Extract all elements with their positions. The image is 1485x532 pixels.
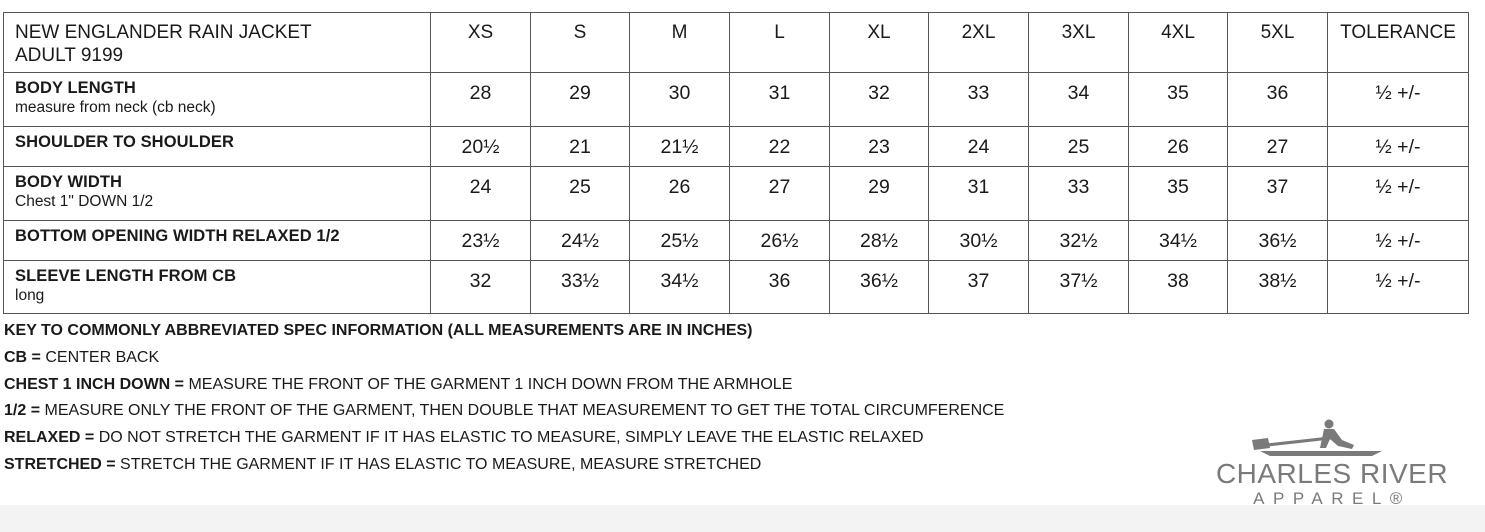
measurement-cell: 22	[730, 127, 830, 167]
measurement-cell: 24	[431, 167, 531, 221]
measurement-cell: 37	[929, 261, 1029, 314]
tolerance-header: TOLERANCE	[1328, 13, 1469, 73]
measurement-cell: 26	[630, 167, 730, 221]
key-item	[4, 345, 1004, 372]
measurement-cell: 34	[1029, 73, 1129, 127]
size-header: XL	[830, 13, 929, 73]
measurement-cell: 23½	[431, 221, 531, 261]
measurement-cell: 31	[730, 73, 830, 127]
key-term: STRETCHED =	[4, 455, 116, 473]
measurement-cell: 21	[531, 127, 630, 167]
abbreviation-key	[4, 318, 1004, 479]
measurement-label-cell	[4, 261, 431, 314]
measurement-cell: 29	[531, 73, 630, 127]
key-definition: MEASURE ONLY THE FRONT OF THE GARMENT, THEN DOUBLE THAT MEASUREMENT TO GET THE TOTAL CIRCUMFERENCE	[44, 402, 1005, 420]
measurement-cell: 25	[1029, 127, 1129, 167]
tolerance-cell: ½ +/-	[1328, 127, 1469, 167]
measurement-name: SHOULDER TO SHOULDER	[15, 133, 234, 151]
table-header-row	[4, 13, 1469, 73]
measurement-cell: 34½	[1129, 221, 1228, 261]
measurement-cell: 33	[929, 73, 1029, 127]
table-row	[4, 221, 1469, 261]
measurement-note: measure from neck (cb neck)	[15, 99, 216, 116]
size-header: 4XL	[1129, 13, 1228, 73]
measurement-cell: 33½	[531, 261, 630, 314]
product-name: NEW ENGLANDER RAIN JACKET	[15, 22, 312, 43]
table-row	[4, 127, 1469, 167]
key-definition: DO NOT STRETCH THE GARMENT IF IT HAS ELASTIC TO MEASURE, SIMPLY LEAVE THE ELASTIC RELAXED	[98, 429, 924, 447]
measurement-cell: 25	[531, 167, 630, 221]
key-item	[4, 398, 1004, 425]
tolerance-cell: ½ +/-	[1328, 73, 1469, 127]
measurement-name: SLEEVE LENGTH FROM CB	[15, 267, 237, 285]
key-item	[4, 452, 1004, 479]
key-term: 1/2 =	[4, 402, 41, 420]
size-header: XS	[431, 13, 531, 73]
measurement-cell: 31	[929, 167, 1029, 221]
measurement-cell: 24	[929, 127, 1029, 167]
size-spec-table	[3, 12, 1469, 314]
size-header: L	[730, 13, 830, 73]
measurement-note: long	[15, 287, 45, 304]
measurement-cell: 35	[1129, 167, 1228, 221]
size-header: M	[630, 13, 730, 73]
rower-icon	[1212, 418, 1452, 458]
measurement-cell: 36	[1228, 73, 1328, 127]
measurement-cell: 26	[1129, 127, 1228, 167]
measurement-label-cell	[4, 167, 431, 221]
measurement-cell: 27	[1228, 127, 1328, 167]
key-term: CB =	[4, 348, 41, 366]
key-item	[4, 425, 1004, 452]
measurement-cell: 32½	[1029, 221, 1129, 261]
measurement-cell: 20½	[431, 127, 531, 167]
measurement-cell: 28	[431, 73, 531, 127]
table-row	[4, 167, 1469, 221]
size-header: S	[531, 13, 630, 73]
measurement-cell: 36½	[830, 261, 929, 314]
measurement-cell: 27	[730, 167, 830, 221]
measurement-cell: 28½	[830, 221, 929, 261]
measurement-cell: 36	[730, 261, 830, 314]
key-definition: STRETCH THE GARMENT IF IT HAS ELASTIC TO MEASURE, MEASURE STRETCHED	[120, 455, 762, 473]
key-title: KEY TO COMMONLY ABBREVIATED SPEC INFORMATION (ALL MEASUREMENTS ARE IN INCHES)	[4, 322, 753, 339]
measurement-cell: 37½	[1029, 261, 1129, 314]
measurement-cell: 37	[1228, 167, 1328, 221]
measurement-cell: 34½	[630, 261, 730, 314]
measurement-cell: 29	[830, 167, 929, 221]
measurement-cell: 33	[1029, 167, 1129, 221]
measurement-cell: 38½	[1228, 261, 1328, 314]
measurement-cell: 24½	[531, 221, 630, 261]
logo-brand-sub: APPAREL®	[1253, 489, 1411, 508]
product-style-number: ADULT 9199	[15, 45, 124, 66]
measurement-cell: 25½	[630, 221, 730, 261]
tolerance-cell: ½ +/-	[1328, 261, 1469, 314]
measurement-cell: 21½	[630, 127, 730, 167]
key-term: CHEST 1 INCH DOWN =	[4, 375, 185, 393]
measurement-cell: 35	[1129, 73, 1228, 127]
measurement-cell: 30	[630, 73, 730, 127]
measurement-note: Chest 1" DOWN 1/2	[15, 193, 154, 210]
measurement-cell: 23	[830, 127, 929, 167]
measurement-cell: 32	[830, 73, 929, 127]
measurement-name: BODY LENGTH	[15, 79, 136, 97]
measurement-cell: 30½	[929, 221, 1029, 261]
table-row	[4, 261, 1469, 314]
measurement-label-cell	[4, 127, 431, 167]
size-header: 2XL	[929, 13, 1029, 73]
product-title-cell	[4, 13, 431, 73]
key-definition: MEASURE THE FRONT OF THE GARMENT 1 INCH DOWN FROM THE ARMHOLE	[188, 375, 793, 393]
measurement-cell: 36½	[1228, 221, 1328, 261]
size-header: 5XL	[1228, 13, 1328, 73]
tolerance-cell: ½ +/-	[1328, 221, 1469, 261]
size-header: 3XL	[1029, 13, 1129, 73]
measurement-label-cell	[4, 221, 431, 261]
charles-river-logo	[1212, 418, 1452, 510]
key-term: RELAXED =	[4, 429, 95, 447]
measurement-cell: 38	[1129, 261, 1228, 314]
key-definition: CENTER BACK	[45, 348, 160, 366]
tolerance-cell: ½ +/-	[1328, 167, 1469, 221]
measurement-cell: 32	[431, 261, 531, 314]
measurement-cell: 26½	[730, 221, 830, 261]
measurement-label-cell	[4, 73, 431, 127]
measurement-name: BODY WIDTH	[15, 173, 123, 191]
key-item	[4, 372, 1004, 399]
logo-brand-name: CHARLES RIVER	[1215, 458, 1449, 489]
table-row	[4, 73, 1469, 127]
measurement-name: BOTTOM OPENING WIDTH RELAXED 1/2	[15, 227, 340, 245]
